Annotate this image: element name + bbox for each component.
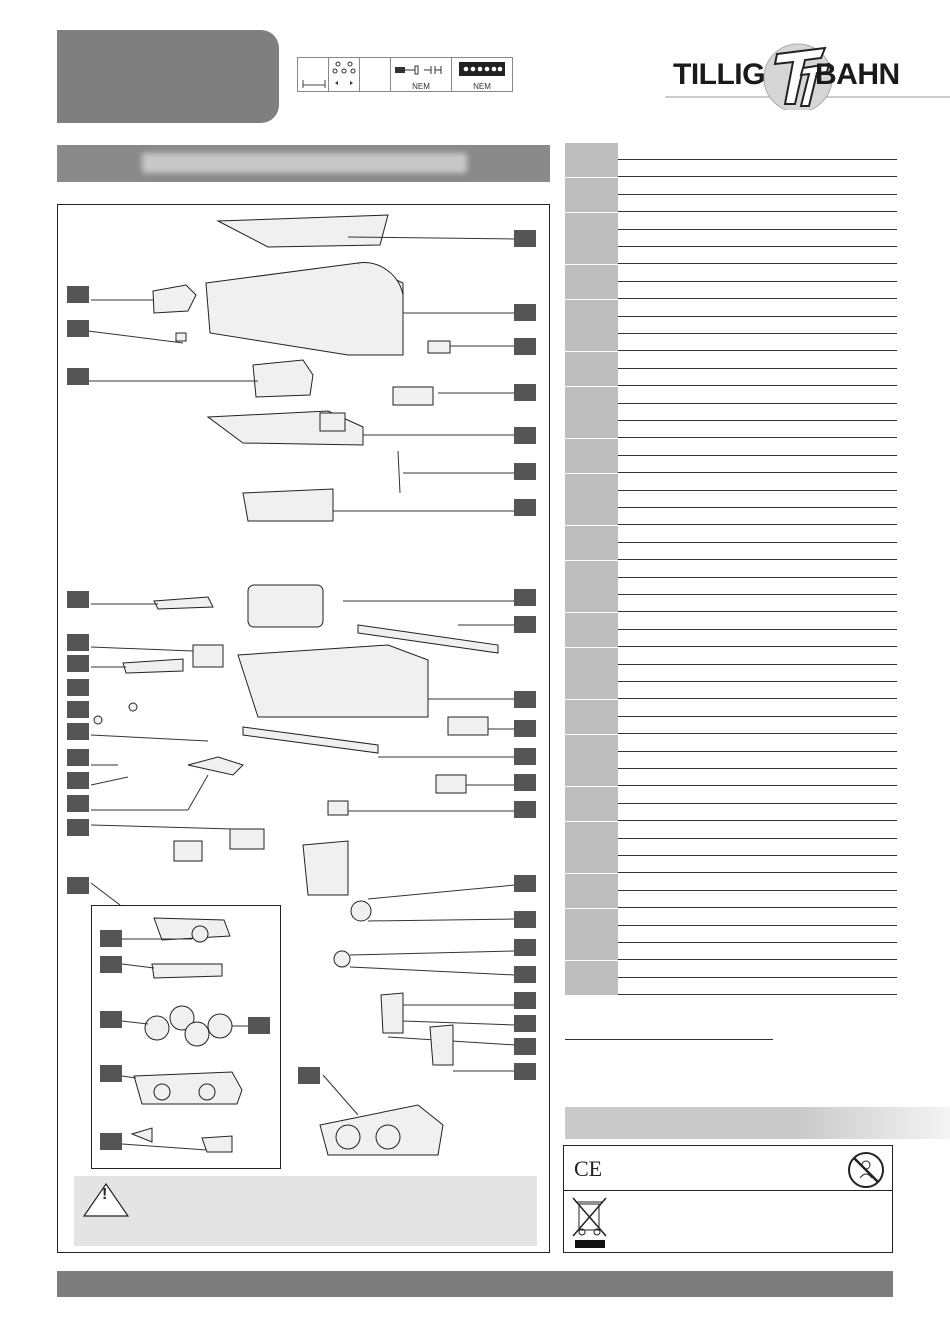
part-number-cell xyxy=(565,439,618,456)
part-number-cell xyxy=(565,856,618,873)
callout-box xyxy=(514,338,536,355)
blank-symbol-cell xyxy=(359,57,391,92)
part-number-cell xyxy=(565,456,618,473)
parts-table-row xyxy=(565,943,897,960)
part-number-cell xyxy=(565,648,618,665)
parts-table-row xyxy=(565,404,897,421)
info-band xyxy=(565,1107,950,1139)
parts-table-row xyxy=(565,804,897,821)
part-number-cell xyxy=(565,334,618,351)
callout-box xyxy=(514,304,536,321)
callout-box xyxy=(100,1011,122,1028)
callout-box xyxy=(514,230,536,247)
callout-box xyxy=(514,499,536,516)
part-number-cell xyxy=(565,230,618,247)
parts-table-row xyxy=(565,439,897,456)
footer-band xyxy=(57,1271,893,1297)
parts-table-row xyxy=(565,178,897,195)
part-number-cell xyxy=(565,561,618,578)
parts-table-row xyxy=(565,700,897,717)
part-number-cell xyxy=(565,526,618,543)
coupler-symbol-icon xyxy=(390,57,452,92)
callout-box xyxy=(298,1067,320,1084)
part-number-cell xyxy=(565,717,618,734)
callout-box xyxy=(248,1017,270,1034)
part-number-cell xyxy=(565,317,618,334)
parts-table-row xyxy=(565,595,897,612)
callout-box xyxy=(67,749,89,766)
parts-table-row xyxy=(565,300,897,317)
callout-box xyxy=(67,320,89,337)
part-number-cell xyxy=(565,195,618,212)
part-number-cell xyxy=(565,247,618,264)
warning-box xyxy=(74,1176,537,1246)
parts-table-row xyxy=(565,247,897,264)
tillig-logo xyxy=(665,40,950,110)
callout-box xyxy=(514,589,536,606)
part-number-cell xyxy=(565,613,618,630)
wheel-arrangement-icon xyxy=(328,57,360,92)
parts-table xyxy=(565,143,897,996)
parts-table-row xyxy=(565,735,897,752)
callout-box xyxy=(100,1065,122,1082)
part-number-cell xyxy=(565,909,618,926)
callout-box xyxy=(514,616,536,633)
parts-table-row xyxy=(565,421,897,438)
blurred-title xyxy=(142,153,467,173)
callout-box xyxy=(100,930,122,947)
parts-table-row xyxy=(565,352,897,369)
part-number-cell xyxy=(565,578,618,595)
part-number-cell xyxy=(565,630,618,647)
note-underline xyxy=(565,1039,773,1040)
part-number-cell xyxy=(565,804,618,821)
parts-table-row xyxy=(565,282,897,299)
part-number-cell xyxy=(565,839,618,856)
part-number-cell xyxy=(565,160,618,177)
crossed-out-bin-icon xyxy=(570,1194,610,1252)
parts-table-row xyxy=(565,648,897,665)
part-number-cell xyxy=(565,735,618,752)
parts-table-row xyxy=(565,630,897,647)
callout-box xyxy=(514,774,536,791)
callout-box xyxy=(67,877,89,894)
callout-box xyxy=(67,819,89,836)
parts-table-row xyxy=(565,769,897,786)
parts-table-row xyxy=(565,787,897,804)
parts-table-row xyxy=(565,160,897,177)
ce-mark-icon: CE xyxy=(574,1156,603,1181)
part-number-cell xyxy=(565,752,618,769)
parts-table-row xyxy=(565,474,897,491)
callout-box xyxy=(514,720,536,737)
callout-box xyxy=(514,992,536,1009)
nem-label-coupler: NEM xyxy=(412,82,430,91)
callout-box xyxy=(67,286,89,303)
bogie-detail-box xyxy=(91,905,281,1169)
parts-table-row xyxy=(565,334,897,351)
part-number-cell xyxy=(565,891,618,908)
certification-box xyxy=(563,1145,893,1253)
part-number-cell xyxy=(565,682,618,699)
callout-box xyxy=(100,956,122,973)
parts-table-row xyxy=(565,317,897,334)
callout-box xyxy=(514,875,536,892)
callout-box xyxy=(514,966,536,983)
parts-table-row xyxy=(565,839,897,856)
callout-box xyxy=(514,691,536,708)
callout-box xyxy=(514,1063,536,1080)
callout-box xyxy=(514,384,536,401)
part-number-cell xyxy=(565,874,618,891)
parts-table-row xyxy=(565,508,897,525)
parts-table-row xyxy=(565,369,897,386)
part-number-cell xyxy=(565,978,618,995)
part-number-cell xyxy=(565,265,618,282)
parts-table-row xyxy=(565,856,897,873)
callout-box xyxy=(67,679,89,696)
part-number-cell xyxy=(565,213,618,230)
callout-box xyxy=(67,591,89,608)
parts-table-row xyxy=(565,561,897,578)
parts-table-row xyxy=(565,143,897,160)
cert-divider xyxy=(564,1190,892,1191)
no-children-under-3-icon xyxy=(846,1150,886,1190)
callout-box xyxy=(514,427,536,444)
parts-table-row xyxy=(565,230,897,247)
part-number-cell xyxy=(565,595,618,612)
logo-text-right: BAHN xyxy=(815,58,900,91)
parts-table-row xyxy=(565,613,897,630)
callout-box xyxy=(67,701,89,718)
parts-table-row xyxy=(565,456,897,473)
part-number-cell xyxy=(565,300,618,317)
part-number-cell xyxy=(565,369,618,386)
part-number-cell xyxy=(565,421,618,438)
parts-table-row xyxy=(565,491,897,508)
callout-box xyxy=(67,795,89,812)
callout-box xyxy=(514,463,536,480)
part-number-cell xyxy=(565,404,618,421)
parts-table-row xyxy=(565,874,897,891)
part-number-cell xyxy=(565,474,618,491)
part-number-cell xyxy=(565,822,618,839)
callout-box xyxy=(67,368,89,385)
parts-table-row xyxy=(565,387,897,404)
callout-box xyxy=(514,1038,536,1055)
part-number-cell xyxy=(565,961,618,978)
warning-symbol: ! xyxy=(102,1186,108,1203)
parts-table-row xyxy=(565,909,897,926)
part-number-cell xyxy=(565,926,618,943)
corner-block xyxy=(57,30,279,123)
callout-box xyxy=(67,772,89,789)
nem-label-interface: NEM xyxy=(473,82,491,91)
part-number-cell xyxy=(565,665,618,682)
parts-table-row xyxy=(565,891,897,908)
part-number-cell xyxy=(565,491,618,508)
parts-table-row xyxy=(565,213,897,230)
part-number-cell xyxy=(565,769,618,786)
callout-box xyxy=(514,911,536,928)
parts-table-row xyxy=(565,265,897,282)
interface-symbol-icon xyxy=(451,57,513,92)
parts-table-row xyxy=(565,543,897,560)
parts-table-row xyxy=(565,978,897,995)
part-number-cell xyxy=(565,282,618,299)
part-number-cell xyxy=(565,943,618,960)
parts-table-row xyxy=(565,665,897,682)
parts-table-row xyxy=(565,682,897,699)
callout-box xyxy=(67,723,89,740)
callout-box xyxy=(514,801,536,818)
part-number-cell xyxy=(565,178,618,195)
callout-box xyxy=(67,655,89,672)
callout-box xyxy=(514,748,536,765)
parts-table-row xyxy=(565,961,897,978)
parts-table-row xyxy=(565,822,897,839)
parts-table-row xyxy=(565,752,897,769)
row-rule xyxy=(618,994,897,995)
symbol-strip xyxy=(297,57,512,91)
callout-box xyxy=(514,1015,536,1032)
callout-box xyxy=(514,939,536,956)
part-number-cell xyxy=(565,700,618,717)
parts-table-row xyxy=(565,526,897,543)
scale-symbol-icon xyxy=(297,57,329,92)
parts-table-row xyxy=(565,926,897,943)
part-number-cell xyxy=(565,143,618,160)
parts-table-row xyxy=(565,195,897,212)
part-number-cell xyxy=(565,508,618,525)
part-number-cell xyxy=(565,352,618,369)
part-number-cell xyxy=(565,543,618,560)
logo-text-left: TILLIG xyxy=(673,58,765,91)
part-number-cell xyxy=(565,787,618,804)
parts-table-row xyxy=(565,717,897,734)
callout-box xyxy=(67,634,89,651)
callout-box xyxy=(100,1133,122,1150)
part-number-cell xyxy=(565,387,618,404)
parts-table-row xyxy=(565,578,897,595)
title-band xyxy=(57,145,550,182)
